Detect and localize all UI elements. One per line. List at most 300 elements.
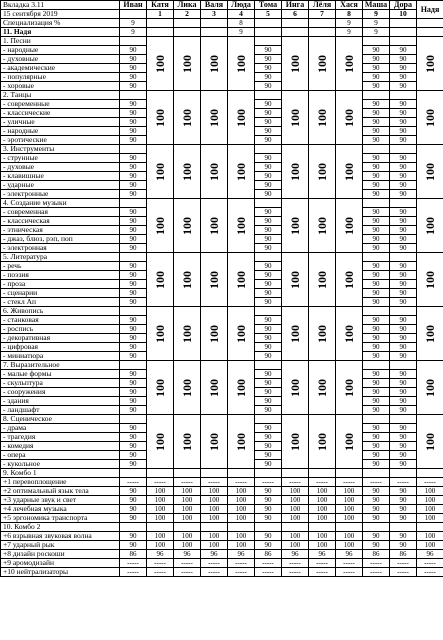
- score-label: 100: [342, 378, 356, 397]
- section-item-label: - проза: [1, 280, 120, 289]
- value-cell: 100: [309, 496, 336, 505]
- combo-label: +5 эргономика транспорта: [1, 514, 120, 523]
- score-cell-100: [201, 307, 228, 361]
- value-cell: 90: [363, 370, 390, 379]
- value-cell: -----: [228, 559, 255, 568]
- value-cell: 90: [363, 46, 390, 55]
- value-cell: 90: [390, 424, 417, 433]
- value-cell: 96: [174, 550, 201, 559]
- value-cell: 90: [120, 541, 147, 550]
- score-cell-100: [174, 307, 201, 361]
- value-cell: -----: [228, 478, 255, 487]
- value-cell: 90: [255, 289, 282, 298]
- score-cell-100: [147, 91, 174, 145]
- combo-heading-row: [1, 469, 443, 478]
- value-cell: 90: [390, 514, 417, 523]
- score-label: 100: [207, 216, 221, 235]
- value-cell: [174, 469, 201, 478]
- value-cell: 90: [255, 181, 282, 190]
- value-cell: 90: [120, 379, 147, 388]
- value-cell: 90: [120, 397, 147, 406]
- value-cell: 100: [336, 514, 363, 523]
- section-item-label: - народные: [1, 127, 120, 136]
- section-item-label: - джаз, блюз, рэп, поп: [1, 235, 120, 244]
- value-cell: 90: [390, 406, 417, 415]
- combo-label: +8 дизайн роскоши: [1, 550, 120, 559]
- value-cell: 100: [309, 541, 336, 550]
- value-cell: 90: [255, 109, 282, 118]
- value-cell: 90: [390, 226, 417, 235]
- section-title: 8. Сценическое: [1, 415, 120, 424]
- value-cell: 90: [390, 46, 417, 55]
- score-cell-100: [201, 199, 228, 253]
- value-cell: 90: [120, 208, 147, 217]
- value-cell: -----: [309, 568, 336, 577]
- value-cell: [255, 415, 282, 424]
- value-cell: [120, 307, 147, 316]
- value-cell: 90: [363, 172, 390, 181]
- value-cell: -----: [174, 478, 201, 487]
- value-cell: -----: [120, 568, 147, 577]
- person-name: Дора: [390, 1, 417, 10]
- combo-label: +7 ударный рык: [1, 541, 120, 550]
- score-cell-100: [336, 91, 363, 145]
- value-cell: 100: [336, 505, 363, 514]
- value-cell: 96: [228, 550, 255, 559]
- person-number: 3: [201, 10, 228, 19]
- value-cell: 90: [120, 289, 147, 298]
- value-cell: 100: [147, 514, 174, 523]
- value-cell: 90: [255, 505, 282, 514]
- value-cell: 100: [282, 505, 309, 514]
- score-label: 100: [234, 108, 248, 127]
- value-cell: 86: [363, 550, 390, 559]
- value-cell: 90: [363, 73, 390, 82]
- value-cell: 90: [120, 73, 147, 82]
- value-cell: 90: [120, 127, 147, 136]
- value-cell: 9: [336, 19, 363, 28]
- score-cell-100: [147, 415, 174, 469]
- score-label: 100: [153, 270, 167, 289]
- value-cell: 90: [255, 397, 282, 406]
- value-cell: 90: [120, 244, 147, 253]
- value-cell: 90: [363, 406, 390, 415]
- score-cell-100: [336, 199, 363, 253]
- score-label: 100: [234, 324, 248, 343]
- score-label: 100: [315, 108, 329, 127]
- value-cell: 90: [255, 532, 282, 541]
- score-cell-100: [174, 91, 201, 145]
- value-cell: 90: [390, 127, 417, 136]
- section-item-label: - классическая: [1, 217, 120, 226]
- value-cell: [309, 523, 336, 532]
- value-cell: 90: [255, 343, 282, 352]
- person-name: Лика: [174, 1, 201, 10]
- value-cell: -----: [120, 559, 147, 568]
- value-cell: [417, 523, 443, 532]
- value-cell: 90: [363, 316, 390, 325]
- value-cell: 90: [120, 505, 147, 514]
- value-cell: [282, 19, 309, 28]
- value-cell: [120, 523, 147, 532]
- value-cell: -----: [390, 559, 417, 568]
- value-cell: 100: [336, 541, 363, 550]
- person-name: Валя: [201, 1, 228, 10]
- person-number: 9: [363, 10, 390, 19]
- value-cell: -----: [336, 478, 363, 487]
- score-label: 100: [423, 378, 437, 397]
- score-label: 100: [288, 324, 302, 343]
- value-cell: 90: [390, 172, 417, 181]
- value-cell: [147, 523, 174, 532]
- score-cell-100: [174, 37, 201, 91]
- value-cell: 100: [174, 505, 201, 514]
- value-cell: 90: [390, 505, 417, 514]
- value-cell: 96: [336, 550, 363, 559]
- value-cell: 90: [120, 406, 147, 415]
- value-cell: 100: [228, 487, 255, 496]
- value-cell: [282, 523, 309, 532]
- value-cell: 90: [120, 487, 147, 496]
- value-cell: 90: [390, 136, 417, 145]
- value-cell: [390, 19, 417, 28]
- score-cell-100: [336, 361, 363, 415]
- score-label: 100: [207, 324, 221, 343]
- value-cell: 90: [255, 334, 282, 343]
- value-cell: -----: [147, 559, 174, 568]
- value-cell: [363, 145, 390, 154]
- value-cell: 100: [147, 505, 174, 514]
- score-label: 100: [234, 54, 248, 73]
- value-cell: 90: [363, 208, 390, 217]
- value-cell: -----: [282, 478, 309, 487]
- section-title: 6. Живопись: [1, 307, 120, 316]
- section-item-label: - ударные: [1, 181, 120, 190]
- score-label: 100: [423, 54, 437, 73]
- value-cell: 100: [228, 541, 255, 550]
- value-cell: 100: [147, 541, 174, 550]
- section-item-label: - миниатюра: [1, 352, 120, 361]
- value-cell: 100: [282, 532, 309, 541]
- section-item-label: - ландшафт: [1, 406, 120, 415]
- score-label: 100: [180, 216, 194, 235]
- score-label: 100: [153, 54, 167, 73]
- combo-label: +3 ударные звук и свет: [1, 496, 120, 505]
- section-item-label: - клавишные: [1, 172, 120, 181]
- score-cell-100: [174, 145, 201, 199]
- value-cell: [120, 253, 147, 262]
- value-cell: 100: [282, 541, 309, 550]
- section-item-label: - этническая: [1, 226, 120, 235]
- value-cell: 90: [363, 541, 390, 550]
- section-title: 4. Создание музыки: [1, 199, 120, 208]
- value-cell: 90: [363, 442, 390, 451]
- value-cell: 90: [390, 73, 417, 82]
- value-cell: 90: [363, 460, 390, 469]
- score-label: 100: [288, 432, 302, 451]
- score-cell-100: [228, 253, 255, 307]
- value-cell: -----: [390, 568, 417, 577]
- score-label: 100: [342, 270, 356, 289]
- person-number: 1: [147, 10, 174, 19]
- value-cell: 90: [390, 235, 417, 244]
- value-cell: [363, 415, 390, 424]
- section-item-label: - современные: [1, 100, 120, 109]
- value-cell: [390, 415, 417, 424]
- value-cell: 90: [390, 532, 417, 541]
- value-cell: [120, 145, 147, 154]
- section-item-label: - духовые: [1, 163, 120, 172]
- section-item-label: - здания: [1, 397, 120, 406]
- value-cell: 100: [201, 514, 228, 523]
- section-item-label: - сценарии: [1, 289, 120, 298]
- person-name: Иван: [120, 1, 147, 10]
- value-cell: 100: [309, 532, 336, 541]
- score-label: 100: [180, 54, 194, 73]
- value-cell: 90: [255, 316, 282, 325]
- score-label: 100: [234, 162, 248, 181]
- score-label: 100: [342, 54, 356, 73]
- value-cell: 90: [363, 343, 390, 352]
- value-cell: [255, 307, 282, 316]
- value-cell: 90: [363, 226, 390, 235]
- value-cell: 100: [147, 532, 174, 541]
- value-cell: 90: [255, 262, 282, 271]
- value-cell: 90: [120, 154, 147, 163]
- value-cell: 90: [120, 64, 147, 73]
- value-cell: 100: [417, 514, 443, 523]
- value-cell: 90: [390, 154, 417, 163]
- value-cell: 90: [255, 379, 282, 388]
- score-label: 100: [342, 216, 356, 235]
- section-title: 7. Выразительное: [1, 361, 120, 370]
- value-cell: 90: [255, 118, 282, 127]
- value-cell: 90: [255, 235, 282, 244]
- value-cell: 90: [255, 82, 282, 91]
- value-cell: [282, 28, 309, 37]
- value-cell: 90: [363, 532, 390, 541]
- score-label: 100: [423, 324, 437, 343]
- score-label: 100: [423, 162, 437, 181]
- combo-title: 10. Комбо 2: [1, 523, 120, 532]
- value-cell: [363, 91, 390, 100]
- rank-row-label: 11. Надя: [1, 28, 120, 37]
- value-cell: [417, 19, 443, 28]
- score-cell-100: [174, 253, 201, 307]
- score-label: 100: [207, 54, 221, 73]
- score-label: 100: [180, 108, 194, 127]
- value-cell: 90: [255, 208, 282, 217]
- person-name: Люда: [228, 1, 255, 10]
- value-cell: 9: [363, 28, 390, 37]
- value-cell: 90: [120, 334, 147, 343]
- value-cell: 90: [390, 541, 417, 550]
- score-cell-100: [309, 307, 336, 361]
- combo-label: +9 аромодизайн: [1, 559, 120, 568]
- value-cell: 90: [363, 433, 390, 442]
- combo-heading-row: [1, 523, 443, 532]
- section-title: 1. Песни: [1, 37, 120, 46]
- score-cell-100: [282, 415, 309, 469]
- value-cell: 90: [390, 289, 417, 298]
- score-label: 100: [423, 432, 437, 451]
- score-label: 100: [153, 378, 167, 397]
- value-cell: [417, 469, 443, 478]
- value-cell: 90: [363, 505, 390, 514]
- value-cell: 90: [120, 496, 147, 505]
- score-label: 100: [423, 108, 437, 127]
- score-cell-100: [309, 253, 336, 307]
- value-cell: 90: [255, 325, 282, 334]
- value-cell: -----: [255, 568, 282, 577]
- value-cell: 90: [255, 424, 282, 433]
- value-cell: -----: [282, 568, 309, 577]
- title-line-2: 15 сентября 2019: [1, 10, 120, 19]
- value-cell: 90: [255, 73, 282, 82]
- value-cell: -----: [147, 568, 174, 577]
- value-cell: 90: [255, 370, 282, 379]
- value-cell: [255, 361, 282, 370]
- value-cell: 90: [255, 451, 282, 460]
- value-cell: [390, 37, 417, 46]
- section-heading-row: [1, 199, 443, 208]
- score-label: 100: [423, 270, 437, 289]
- value-cell: 90: [255, 442, 282, 451]
- value-cell: 90: [390, 451, 417, 460]
- value-cell: 90: [390, 379, 417, 388]
- value-cell: 100: [174, 532, 201, 541]
- score-label: 100: [288, 216, 302, 235]
- section-heading-row: [1, 307, 443, 316]
- value-cell: [147, 469, 174, 478]
- value-cell: 90: [120, 352, 147, 361]
- combo-row: [1, 568, 443, 577]
- value-cell: 100: [417, 532, 443, 541]
- score-cell-100: [174, 415, 201, 469]
- score-label: 100: [180, 162, 194, 181]
- score-cell-100: [201, 253, 228, 307]
- value-cell: 86: [255, 550, 282, 559]
- value-cell: 90: [390, 343, 417, 352]
- value-cell: 90: [390, 280, 417, 289]
- value-cell: [120, 199, 147, 208]
- score-cell-100: [147, 199, 174, 253]
- value-cell: 100: [309, 514, 336, 523]
- value-cell: 86: [390, 550, 417, 559]
- value-cell: 90: [363, 514, 390, 523]
- score-label: 100: [288, 270, 302, 289]
- value-cell: 90: [390, 442, 417, 451]
- score-label: 100: [315, 162, 329, 181]
- person-number: 10: [390, 10, 417, 19]
- value-cell: 90: [120, 163, 147, 172]
- score-label: 100: [180, 432, 194, 451]
- value-cell: [120, 361, 147, 370]
- value-cell: [120, 469, 147, 478]
- value-cell: [390, 361, 417, 370]
- score-label: 100: [234, 378, 248, 397]
- value-cell: 90: [120, 280, 147, 289]
- person-number: 2: [174, 10, 201, 19]
- value-cell: 90: [390, 109, 417, 118]
- section-item-label: - опера: [1, 451, 120, 460]
- value-cell: 90: [255, 487, 282, 496]
- score-cell-100: [417, 199, 443, 253]
- score-label: 100: [207, 432, 221, 451]
- score-label: 100: [315, 216, 329, 235]
- value-cell: [390, 28, 417, 37]
- value-cell: [282, 469, 309, 478]
- score-cell-100: [282, 91, 309, 145]
- section-item-label: - поэзия: [1, 271, 120, 280]
- section-item-label: - цифровая: [1, 343, 120, 352]
- score-cell-100: [336, 37, 363, 91]
- value-cell: [228, 523, 255, 532]
- value-cell: 90: [120, 217, 147, 226]
- score-cell-100: [309, 415, 336, 469]
- score-label: 100: [207, 108, 221, 127]
- value-cell: 90: [363, 217, 390, 226]
- score-cell-100: [228, 307, 255, 361]
- score-cell-100: [228, 37, 255, 91]
- value-cell: 90: [363, 163, 390, 172]
- value-cell: 90: [363, 271, 390, 280]
- score-cell-100: [147, 145, 174, 199]
- score-cell-100: [201, 37, 228, 91]
- score-cell-100: [174, 361, 201, 415]
- value-cell: [363, 469, 390, 478]
- section-item-label: - трагедия: [1, 433, 120, 442]
- value-cell: 9: [120, 28, 147, 37]
- value-cell: 90: [390, 244, 417, 253]
- value-cell: 90: [363, 334, 390, 343]
- value-cell: [390, 523, 417, 532]
- value-cell: [336, 469, 363, 478]
- score-cell-100: [336, 415, 363, 469]
- combo-label: +10 нейтрализаторы: [1, 568, 120, 577]
- value-cell: 90: [363, 118, 390, 127]
- value-cell: 100: [174, 487, 201, 496]
- value-cell: 100: [201, 532, 228, 541]
- score-label: 100: [342, 162, 356, 181]
- score-cell-100: [336, 145, 363, 199]
- value-cell: 90: [390, 352, 417, 361]
- value-cell: [336, 523, 363, 532]
- score-cell-100: [282, 199, 309, 253]
- section-item-label: - кукольное: [1, 460, 120, 469]
- value-cell: 90: [390, 433, 417, 442]
- combo-row: [1, 550, 443, 559]
- combo-label: +6 взрывная звуковая волна: [1, 532, 120, 541]
- value-cell: [174, 19, 201, 28]
- score-cell-100: [309, 37, 336, 91]
- value-cell: 90: [390, 298, 417, 307]
- score-cell-100: [147, 253, 174, 307]
- value-cell: 90: [120, 136, 147, 145]
- value-cell: [120, 37, 147, 46]
- section-item-label: - роспись: [1, 325, 120, 334]
- score-label: 100: [207, 378, 221, 397]
- score-cell-100: [201, 415, 228, 469]
- combo-row: [1, 541, 443, 550]
- value-cell: 90: [390, 262, 417, 271]
- score-label: 100: [153, 162, 167, 181]
- combo-row: [1, 496, 443, 505]
- score-label: 100: [315, 270, 329, 289]
- value-cell: 90: [120, 226, 147, 235]
- value-cell: 100: [201, 496, 228, 505]
- value-cell: 90: [120, 424, 147, 433]
